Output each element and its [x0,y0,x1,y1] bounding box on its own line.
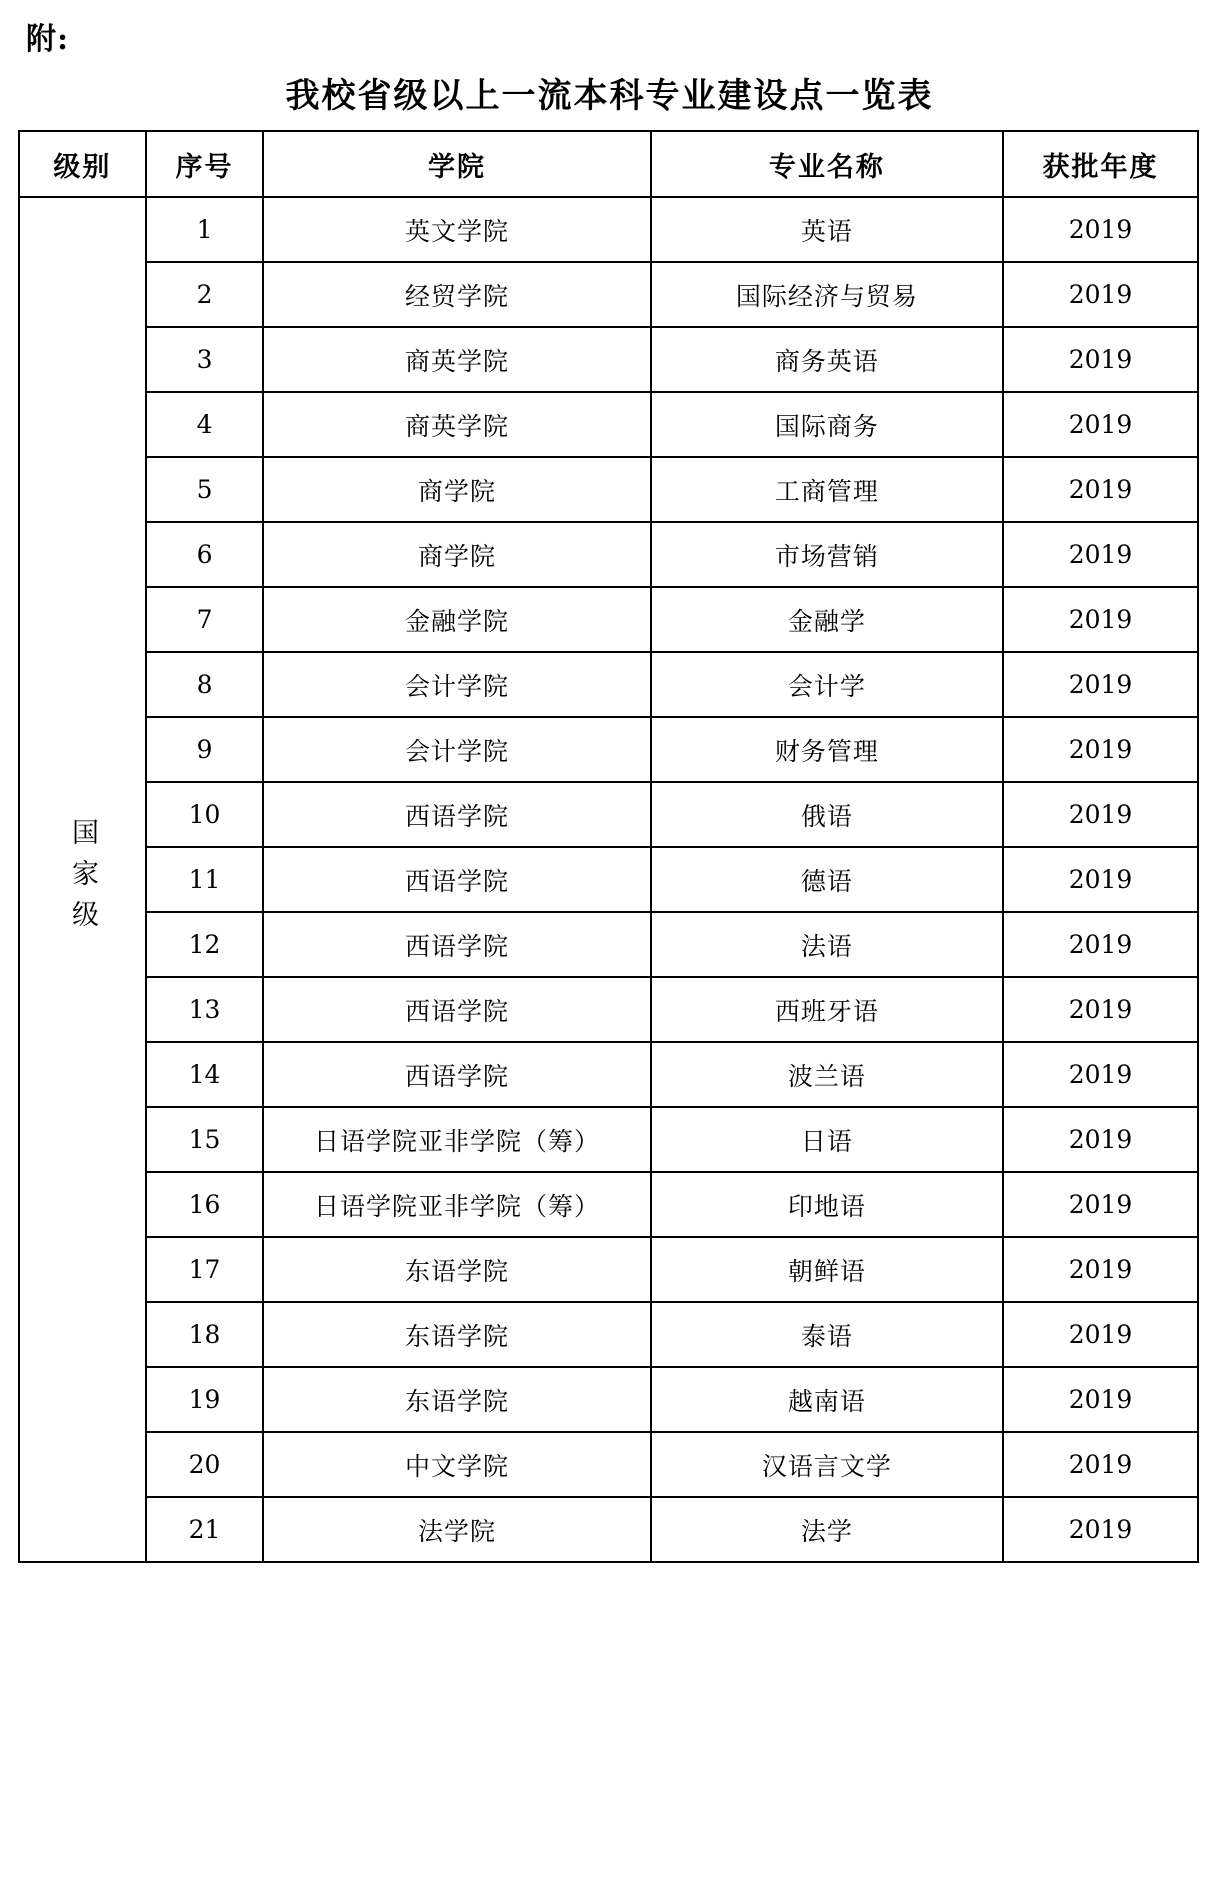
cell-major: 印地语 [651,1172,1003,1237]
cell-major: 汉语言文学 [651,1432,1003,1497]
cell-year: 2019 [1003,1302,1198,1367]
cell-major: 德语 [651,847,1003,912]
table-row [19,327,1198,392]
cell-major: 国际商务 [651,392,1003,457]
cell-college: 西语学院 [263,1042,651,1107]
cell-year: 2019 [1003,392,1198,457]
table-row [19,587,1198,652]
cell-index: 11 [146,847,263,912]
cell-index: 2 [146,262,263,327]
level-group-label: 国家级 [67,818,98,941]
cell-college: 会计学院 [263,717,651,782]
cell-college: 会计学院 [263,652,651,717]
cell-index: 17 [146,1237,263,1302]
cell-year: 2019 [1003,1497,1198,1562]
cell-year: 2019 [1003,977,1198,1042]
cell-level-group [19,197,146,1562]
table-header-row [19,131,1198,197]
cell-index: 19 [146,1367,263,1432]
cell-year: 2019 [1003,847,1198,912]
cell-college: 中文学院 [263,1432,651,1497]
attachment-label: 附: [26,22,70,57]
cell-year: 2019 [1003,262,1198,327]
table-row [19,1432,1198,1497]
cell-major: 工商管理 [651,457,1003,522]
cell-index: 13 [146,977,263,1042]
cell-index: 18 [146,1302,263,1367]
table-row [19,1302,1198,1367]
cell-college: 金融学院 [263,587,651,652]
cell-college: 东语学院 [263,1367,651,1432]
table-row [19,717,1198,782]
table-row [19,522,1198,587]
cell-major: 市场营销 [651,522,1003,587]
cell-major: 波兰语 [651,1042,1003,1107]
cell-year: 2019 [1003,457,1198,522]
cell-index: 12 [146,912,263,977]
cell-major: 日语 [651,1107,1003,1172]
header-level: 级别 [19,131,146,197]
cell-index: 4 [146,392,263,457]
cell-college: 商学院 [263,457,651,522]
majors-table [18,130,1199,1563]
cell-college: 日语学院亚非学院（筹） [263,1107,651,1172]
cell-college: 商英学院 [263,327,651,392]
cell-index: 10 [146,782,263,847]
cell-index: 9 [146,717,263,782]
table-row [19,392,1198,457]
cell-college: 日语学院亚非学院（筹） [263,1172,651,1237]
cell-college: 西语学院 [263,977,651,1042]
header-major: 专业名称 [651,131,1003,197]
table-body [19,197,1198,1562]
cell-major: 财务管理 [651,717,1003,782]
cell-index: 8 [146,652,263,717]
table-row [19,847,1198,912]
table-row [19,457,1198,522]
cell-college: 商英学院 [263,392,651,457]
cell-college: 西语学院 [263,847,651,912]
cell-index: 1 [146,197,263,262]
cell-college: 法学院 [263,1497,651,1562]
table-row [19,1042,1198,1107]
cell-year: 2019 [1003,1432,1198,1497]
cell-college: 商学院 [263,522,651,587]
cell-major: 英语 [651,197,1003,262]
table-header [19,131,1198,197]
cell-major: 国际经济与贸易 [651,262,1003,327]
cell-major: 会计学 [651,652,1003,717]
cell-college: 西语学院 [263,782,651,847]
table-row [19,262,1198,327]
cell-index: 21 [146,1497,263,1562]
cell-major: 法语 [651,912,1003,977]
cell-year: 2019 [1003,587,1198,652]
cell-index: 7 [146,587,263,652]
cell-college: 东语学院 [263,1302,651,1367]
table-row [19,1497,1198,1562]
cell-major: 法学 [651,1497,1003,1562]
table-row [19,1367,1198,1432]
cell-year: 2019 [1003,1367,1198,1432]
cell-index: 3 [146,327,263,392]
table-container [18,130,1199,1563]
table-row [19,782,1198,847]
cell-index: 16 [146,1172,263,1237]
cell-year: 2019 [1003,782,1198,847]
table-row [19,912,1198,977]
table-row [19,197,1198,262]
cell-major: 商务英语 [651,327,1003,392]
header-college: 学院 [263,131,651,197]
header-index: 序号 [146,131,263,197]
cell-index: 20 [146,1432,263,1497]
cell-college: 西语学院 [263,912,651,977]
cell-major: 金融学 [651,587,1003,652]
cell-year: 2019 [1003,1237,1198,1302]
table-row [19,1237,1198,1302]
table-row [19,977,1198,1042]
cell-index: 15 [146,1107,263,1172]
cell-index: 5 [146,457,263,522]
table-row [19,1107,1198,1172]
cell-year: 2019 [1003,522,1198,587]
cell-year: 2019 [1003,197,1198,262]
table-row [19,652,1198,717]
cell-year: 2019 [1003,717,1198,782]
cell-year: 2019 [1003,1042,1198,1107]
table-row [19,1172,1198,1237]
cell-major: 西班牙语 [651,977,1003,1042]
cell-college: 经贸学院 [263,262,651,327]
cell-year: 2019 [1003,1172,1198,1237]
cell-major: 朝鲜语 [651,1237,1003,1302]
cell-index: 6 [146,522,263,587]
cell-year: 2019 [1003,912,1198,977]
cell-index: 14 [146,1042,263,1107]
page-title: 我校省级以上一流本科专业建设点一览表 [285,76,934,116]
header-year: 获批年度 [1003,131,1198,197]
cell-college: 东语学院 [263,1237,651,1302]
cell-major: 泰语 [651,1302,1003,1367]
cell-year: 2019 [1003,327,1198,392]
cell-major: 俄语 [651,782,1003,847]
cell-year: 2019 [1003,1107,1198,1172]
cell-major: 越南语 [651,1367,1003,1432]
cell-college: 英文学院 [263,197,651,262]
cell-year: 2019 [1003,652,1198,717]
